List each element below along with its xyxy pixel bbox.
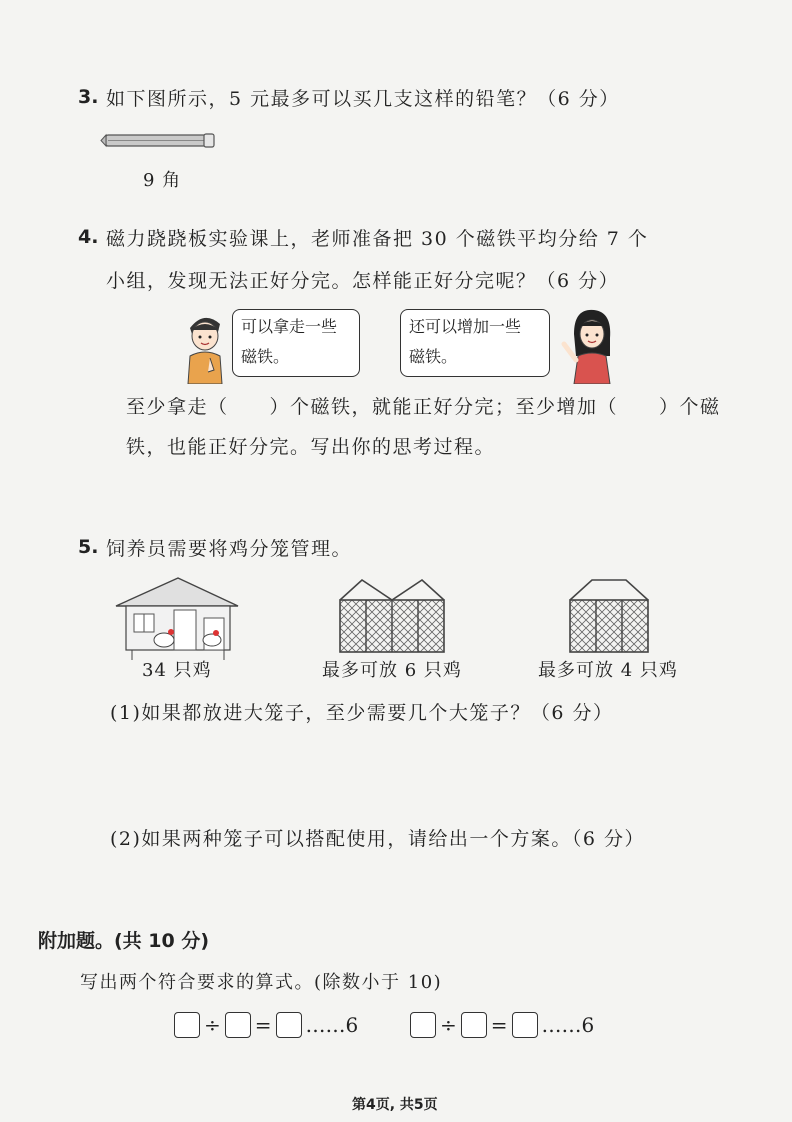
- small-cage-image: [566, 576, 652, 656]
- question-3-number: 3.: [78, 86, 99, 108]
- quotient-box-1[interactable]: [276, 1012, 302, 1038]
- question-4-line2: 小组，发现无法正好分完。怎样能正好分完呢？（6 分）: [106, 270, 620, 292]
- bonus-text: 写出两个符合要求的算式。(除数小于 10): [80, 972, 443, 993]
- question-3-text: 如下图所示，5 元最多可以买几支这样的铅笔？（6 分）: [106, 88, 620, 110]
- girl-bubble-line2: 磁铁。: [409, 347, 458, 366]
- question-5-sub1: (1)如果都放进大笼子，至少需要几个大笼子？（6 分）: [110, 702, 614, 724]
- eq-sign-1: =: [254, 1013, 272, 1037]
- question-5-number: 5.: [78, 536, 99, 558]
- remainder-1: ……6: [305, 1013, 359, 1037]
- pencil-price-label: 9 角: [143, 170, 182, 191]
- big-cage-label: 最多可放 6 只鸡: [322, 660, 462, 681]
- bonus-title: 附加题。(共 10 分): [38, 930, 210, 952]
- div-sign-1: ÷: [204, 1013, 221, 1037]
- divisor-box-2[interactable]: [461, 1012, 487, 1038]
- question-4-answer-line1: 至少拿走（ ）个磁铁，就能正好分完；至少增加（ ）个磁: [126, 396, 721, 418]
- girl-illustration: [560, 304, 620, 384]
- eq-sign-2: =: [490, 1013, 508, 1037]
- div-sign-2: ÷: [440, 1013, 457, 1037]
- equation-2: [410, 1012, 594, 1038]
- boy-bubble-line2: 磁铁。: [241, 347, 290, 366]
- equation-1: [174, 1012, 358, 1038]
- page-number: 第4页, 共5页: [352, 1097, 438, 1113]
- boy-bubble-line1: 可以拿走一些: [241, 317, 338, 336]
- dividend-box-1[interactable]: [174, 1012, 200, 1038]
- quotient-box-2[interactable]: [512, 1012, 538, 1038]
- house-label: 34 只鸡: [142, 660, 212, 681]
- boy-illustration: [180, 308, 228, 384]
- boy-speech-bubble: [232, 309, 360, 377]
- big-cage-image: [336, 576, 448, 656]
- girl-bubble-line1: 还可以增加一些: [409, 317, 522, 336]
- divisor-box-1[interactable]: [225, 1012, 251, 1038]
- question-5-sub2: (2)如果两种笼子可以搭配使用，请给出一个方案。（6 分）: [110, 828, 646, 850]
- question-4-line1: 磁力跷跷板实验课上，老师准备把 30 个磁铁平均分给 7 个: [106, 228, 649, 250]
- question-4-answer-line2: 铁，也能正好分完。写出你的思考过程。: [126, 436, 496, 458]
- remainder-2: ……6: [541, 1013, 595, 1037]
- question-5-text: 饲养员需要将鸡分笼管理。: [106, 538, 353, 560]
- question-4-number: 4.: [78, 226, 99, 248]
- pencil-image: [100, 130, 220, 152]
- chicken-house-image: [112, 574, 242, 660]
- dividend-box-2[interactable]: [410, 1012, 436, 1038]
- small-cage-label: 最多可放 4 只鸡: [538, 660, 678, 681]
- girl-speech-bubble: [400, 309, 550, 377]
